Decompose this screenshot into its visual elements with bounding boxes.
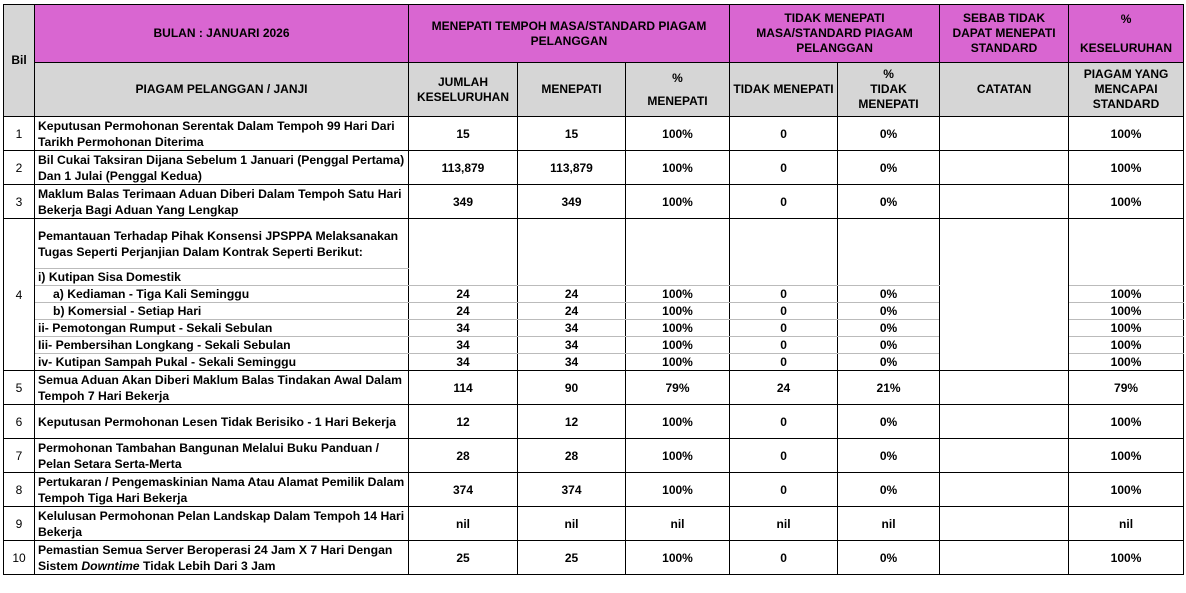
table-row [4,439,1184,473]
row-pct-tidak-menepati: 0% [838,303,940,320]
row-pct-tidak-menepati: 0% [838,117,940,151]
table-row [4,371,1184,405]
row-keseluruhan: 100% [1069,405,1184,439]
header-pct-menepati-sym: % [672,70,683,85]
row-keseluruhan: 100% [1069,354,1184,371]
row-pct-tidak-menepati: 0% [838,405,940,439]
row-empty-cell [409,219,518,286]
row-tidak-menepati: 0 [730,151,838,185]
row-tidak-menepati: 0 [730,337,838,354]
header-tidak-menepati: TIDAK MENEPATI [730,63,838,117]
row-keseluruhan: 100% [1069,320,1184,337]
row-jumlah: 114 [409,371,518,405]
row-empty-cell [518,219,626,286]
row-description: Pertukaran / Pengemaskinian Nama Atau Alamat Pemilik Dalam Tempoh Tiga Hari Bekerja [35,473,409,507]
table-row [4,185,1184,219]
header-menepati: MENEPATI [518,63,626,117]
row-keseluruhan: 100% [1069,185,1184,219]
row-description-part: Pemastian Semua Server Beroperasi 24 Jam X 7 Hari Dengan Sistem [38,542,393,573]
row-pct-menepati: 100% [626,439,730,473]
row-menepati: 34 [518,320,626,337]
table-row [4,541,1184,575]
row-bil: 9 [4,507,35,541]
row-catatan [940,507,1069,541]
header-pct-menepati-label: MENEPATI [647,93,708,108]
row-catatan [940,219,1069,371]
row-tidak-menepati: 0 [730,117,838,151]
row-menepati: nil [518,507,626,541]
row-pct-tidak-menepati: 0% [838,286,940,303]
row-description: b) Komersial - Setiap Hari [35,303,409,320]
row-jumlah: 25 [409,541,518,575]
row-keseluruhan: 100% [1069,303,1184,320]
row-tidak-menepati: 0 [730,286,838,303]
row-description: Permohonan Tambahan Bangunan Melalui Buku Panduan / Pelan Setara Serta-Merta [35,439,409,473]
row-empty-cell [1069,219,1184,286]
row-jumlah: 34 [409,354,518,371]
row-pct-menepati: 100% [626,303,730,320]
row-pct-tidak-menepati: 0% [838,439,940,473]
row-tidak-menepati: 0 [730,185,838,219]
row-pct-tidak-menepati: 0% [838,320,940,337]
row-description [35,541,409,575]
row-catatan [940,371,1069,405]
piagam-pelanggan-table [3,4,1184,575]
row-pct-tidak-menepati: 0% [838,185,940,219]
row-pct-menepati: 100% [626,117,730,151]
table-row [4,117,1184,151]
row-pct-menepati: 100% [626,354,730,371]
header-catatan: CATATAN [940,63,1069,117]
row-catatan [940,151,1069,185]
row-tidak-menepati: nil [730,507,838,541]
row-catatan [940,405,1069,439]
row-jumlah: 349 [409,185,518,219]
row-jumlah: 34 [409,320,518,337]
row-pct-tidak-menepati: 21% [838,371,940,405]
row-description: Keputusan Permohonan Lesen Tidak Berisiko - 1 Hari Bekerja [35,405,409,439]
row-bil: 6 [4,405,35,439]
row-description: Bil Cukai Taksiran Dijana Sebelum 1 Januari (Penggal Pertama) Dan 1 Julai (Penggal Kedua) [35,151,409,185]
row-pct-tidak-menepati: 0% [838,151,940,185]
row-jumlah: 24 [409,286,518,303]
row-description: Kelulusan Permohonan Pelan Landskap Dalam Tempoh 14 Hari Bekerja [35,507,409,541]
row-empty-cell [626,219,730,286]
row-pct-menepati: nil [626,507,730,541]
row-keseluruhan: 100% [1069,337,1184,354]
row-keseluruhan: 100% [1069,117,1184,151]
row-description: Iii- Pembersihan Longkang - Sekali Sebulan [35,337,409,354]
row-empty-cell [838,219,940,286]
row-jumlah: 113,879 [409,151,518,185]
row-description: Maklum Balas Terimaan Aduan Diberi Dalam Tempoh Satu Hari Bekerja Bagi Aduan Yang Lengkap [35,185,409,219]
row-description: ii- Pemotongan Rumput - Sekali Sebulan [35,320,409,337]
header-jumlah: JUMLAH KESELURUHAN [409,63,518,117]
row-pct-menepati: 100% [626,541,730,575]
row-pct-tidak-menepati: 0% [838,337,940,354]
row-menepati: 24 [518,286,626,303]
row-catatan [940,541,1069,575]
row-jumlah: nil [409,507,518,541]
row-menepati: 34 [518,337,626,354]
table-row [4,151,1184,185]
row-pct-menepati: 100% [626,185,730,219]
row-jumlah: 34 [409,337,518,354]
row-pct-tidak-menepati: 0% [838,473,940,507]
row-jumlah: 24 [409,303,518,320]
row-jumlah: 15 [409,117,518,151]
row-description-subheading: i) Kutipan Sisa Domestik [35,269,409,286]
header-row-2 [4,63,1184,117]
row-menepati: 24 [518,303,626,320]
row-description: a) Kediaman - Tiga Kali Seminggu [35,286,409,303]
row-keseluruhan: nil [1069,507,1184,541]
row-bil: 4 [4,219,35,371]
row-bil: 8 [4,473,35,507]
row-jumlah: 28 [409,439,518,473]
row-menepati: 374 [518,473,626,507]
row-menepati: 25 [518,541,626,575]
row-catatan [940,117,1069,151]
header-bulan: BULAN : JANUARI 2026 [35,5,409,63]
row-empty-cell [730,219,838,286]
header-piagam-mencapai: PIAGAM YANG MENCAPAI STANDARD [1069,63,1184,117]
header-pct-tidak-label: TIDAK MENEPATI [858,82,919,111]
row-tidak-menepati: 0 [730,541,838,575]
header-menepati-group: MENEPATI TEMPOH MASA/STANDARD PIAGAM PELANGGAN [409,5,730,63]
row-tidak-menepati: 0 [730,439,838,473]
row-pct-tidak-menepati: nil [838,507,940,541]
row-keseluruhan: 100% [1069,541,1184,575]
row-keseluruhan: 79% [1069,371,1184,405]
table-row [4,473,1184,507]
row-description: Semua Aduan Akan Diberi Maklum Balas Tindakan Awal Dalam Tempoh 7 Hari Bekerja [35,371,409,405]
row-keseluruhan: 100% [1069,473,1184,507]
row-catatan [940,473,1069,507]
header-keseluruhan-label: KESELURUHAN [1080,40,1173,55]
table-row [4,507,1184,541]
row-bil: 10 [4,541,35,575]
row-description: iv- Kutipan Sampah Pukal - Sekali Seminggu [35,354,409,371]
row-bil: 7 [4,439,35,473]
row-bil: 3 [4,185,35,219]
header-pct-tidak-menepati [838,63,940,117]
row-pct-tidak-menepati: 0% [838,541,940,575]
row-tidak-menepati: 0 [730,354,838,371]
row-tidak-menepati: 0 [730,320,838,337]
header-piagam: PIAGAM PELANGGAN / JANJI [35,63,409,117]
row-tidak-menepati: 0 [730,405,838,439]
row-pct-menepati: 100% [626,337,730,354]
row-jumlah: 12 [409,405,518,439]
row-jumlah: 374 [409,473,518,507]
row-catatan [940,185,1069,219]
header-pct-tidak-sym: % [883,67,894,81]
table-row [4,405,1184,439]
row-menepati: 113,879 [518,151,626,185]
row-description-part: Tidak Lebih Dari 3 Jam [139,558,276,573]
row-description: Keputusan Permohonan Serentak Dalam Tempoh 99 Hari Dari Tarikh Permohonan Diterima [35,117,409,151]
row-pct-tidak-menepati: 0% [838,354,940,371]
row-menepati: 15 [518,117,626,151]
row-description-intro: Pemantauan Terhadap Pihak Konsensi JPSPPA Melaksanakan Tugas Seperti Perjanjian Dalam Kontrak Seperti Berikut: [35,219,409,269]
header-sebab-group: SEBAB TIDAK DAPAT MENEPATI STANDARD [940,5,1069,63]
row-menepati: 28 [518,439,626,473]
row-pct-menepati: 100% [626,320,730,337]
row-tidak-menepati: 0 [730,473,838,507]
row-bil: 2 [4,151,35,185]
row-menepati: 34 [518,354,626,371]
header-bil: Bil [4,5,35,117]
row-bil: 1 [4,117,35,151]
row-pct-menepati: 79% [626,371,730,405]
row-pct-menepati: 100% [626,473,730,507]
row-keseluruhan: 100% [1069,151,1184,185]
row-keseluruhan: 100% [1069,439,1184,473]
header-keseluruhan-pct: % [1120,11,1132,26]
row-menepati: 90 [518,371,626,405]
row-keseluruhan: 100% [1069,286,1184,303]
header-tidak-menepati-group: TIDAK MENEPATI MASA/STANDARD PIAGAM PELANGGAN [730,5,940,63]
row-pct-menepati: 100% [626,286,730,303]
row-menepati: 349 [518,185,626,219]
row-catatan [940,439,1069,473]
header-keseluruhan [1069,5,1184,63]
row-pct-menepati: 100% [626,151,730,185]
row-description-emphasis: Downtime [81,558,140,573]
row-bil: 5 [4,371,35,405]
header-row-1 [4,5,1184,63]
header-pct-menepati [626,63,730,117]
row-pct-menepati: 100% [626,405,730,439]
row-tidak-menepati: 0 [730,303,838,320]
table-row [4,219,1184,269]
row-menepati: 12 [518,405,626,439]
row-tidak-menepati: 24 [730,371,838,405]
